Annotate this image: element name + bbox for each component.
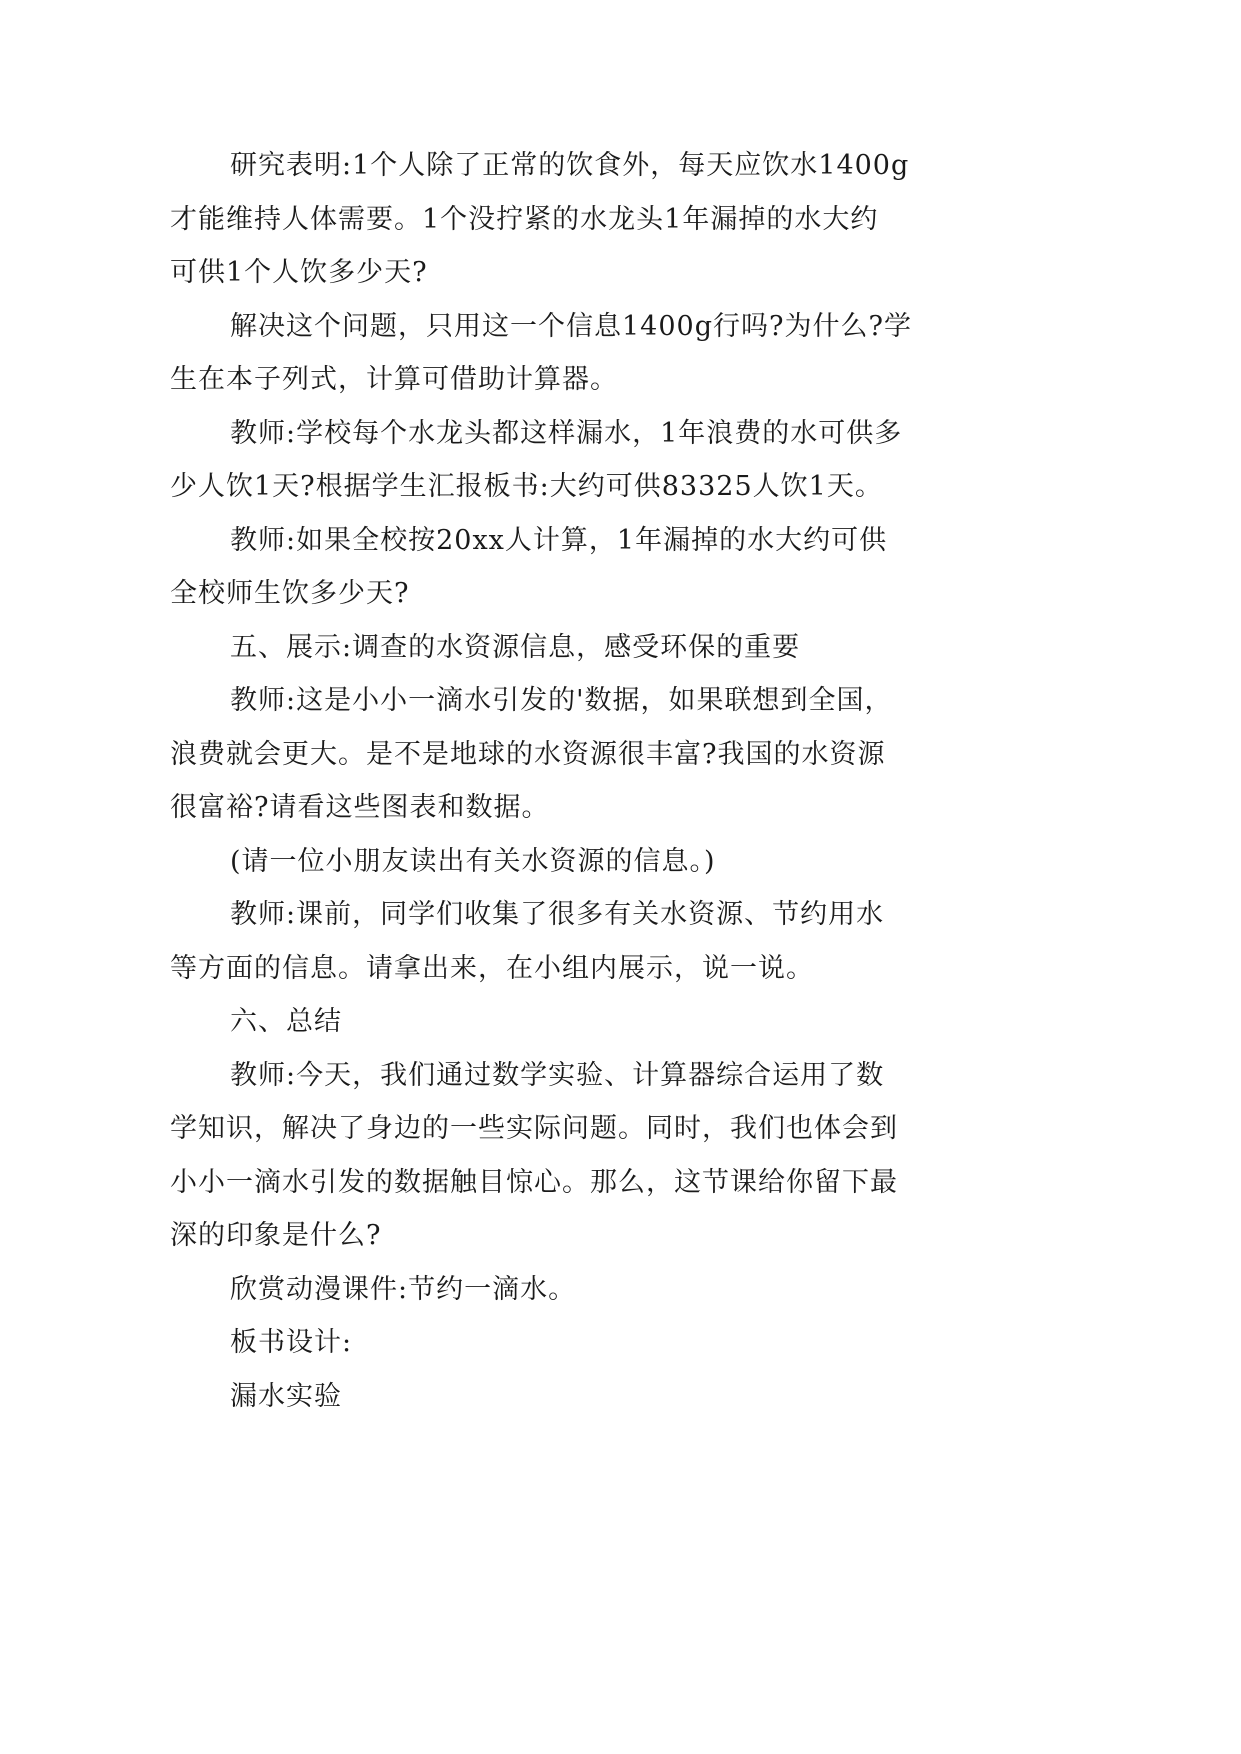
paragraph-solve-question: 解决这个问题，只用这一个信息1400g行吗?为什么?学 生在本子列式，计算可借助计算器。	[170, 310, 912, 395]
paragraph-leak-experiment: 漏水实验	[230, 1380, 342, 1412]
section-heading-display: 五、展示:调查的水资源信息，感受环保的重要	[230, 631, 801, 663]
paragraph-animation-courseware: 欣赏动漫课件:节约一滴水。	[230, 1273, 577, 1305]
paragraph-teacher-school-taps: 教师:学校每个水龙头都这样漏水，1年浪费的水可供多 少人饮1天?根据学生汇报板书:大约可供83325人饮1天。	[170, 417, 903, 502]
paragraph-research-finding: 研究表明:1个人除了正常的饮食外，每天应饮水1400g 才能维持人体需要。1个没拧紧的水龙头1年漏掉的水大约 可供1个人饮多少天?	[170, 150, 910, 288]
paragraph-student-reads: (请一位小朋友读出有关水资源的信息。)	[230, 845, 716, 877]
paragraph-teacher-national-data: 教师:这是小小一滴水引发的'数据，如果联想到全国， 浪费就会更大。是不是地球的水资源很丰富?我国的水资源 很富裕?请看这些图表和数据。	[170, 685, 893, 823]
paragraph-teacher-whole-school: 教师:如果全校按20xx人计算，1年漏掉的水大约可供 全校师生饮多少天?	[170, 524, 888, 609]
document-body	[170, 139, 950, 1423]
section-heading-summary: 六、总结	[230, 1006, 342, 1037]
paragraph-teacher-collected-info: 教师:课前，同学们收集了很多有关水资源、节约用水 等方面的信息。请拿出来，在小组内展示，说一说。	[170, 899, 885, 984]
paragraph-teacher-summary: 教师:今天，我们通过数学实验、计算器综合运用了数 学知识，解决了身边的一些实际问题。同时，我们也体会到 小小一滴水引发的数据触目惊心。那么，这节课给你留下最 深的印象是什么?	[170, 1059, 898, 1251]
paragraph-board-design-label: 板书设计:	[230, 1327, 353, 1358]
